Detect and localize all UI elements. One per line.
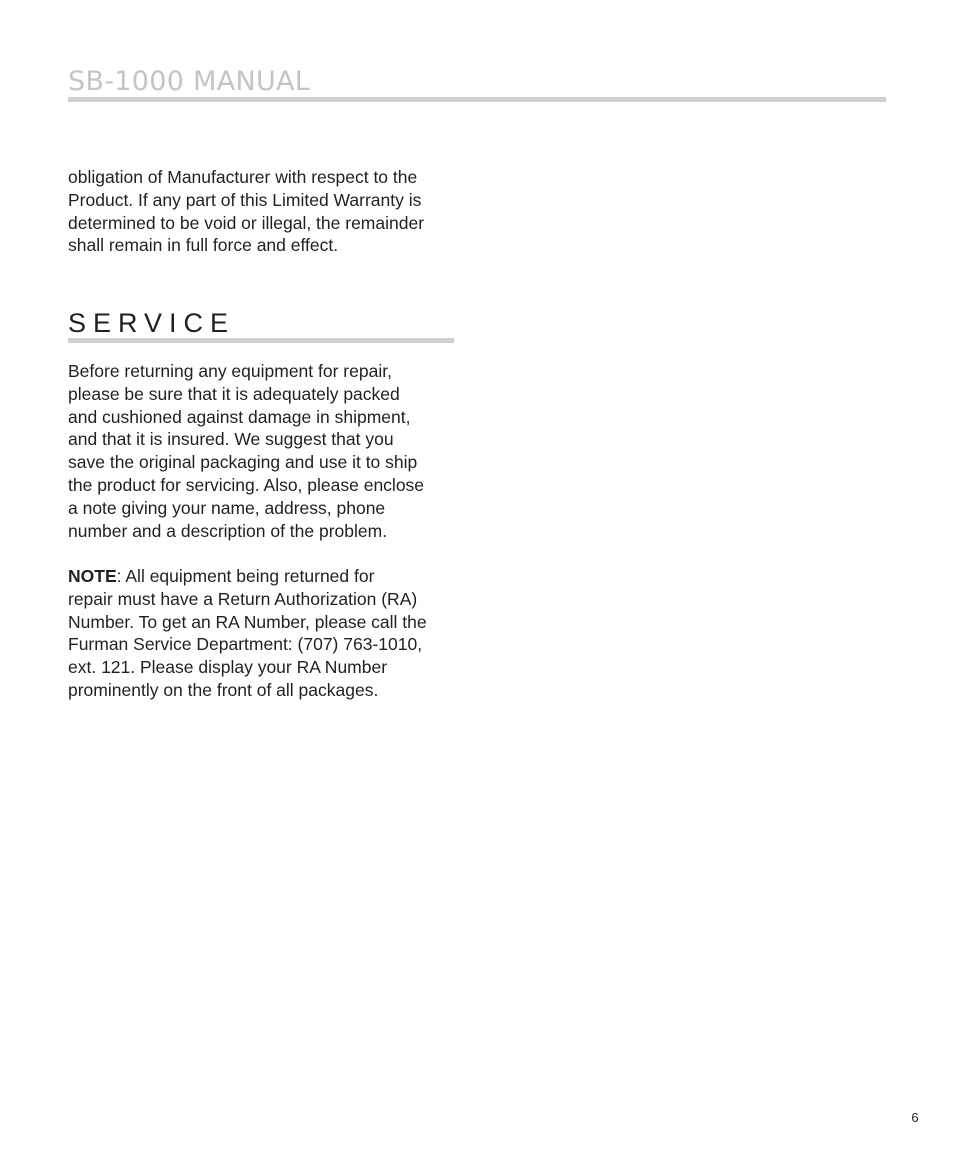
header-divider: [68, 97, 886, 102]
paragraph-line: [68, 565, 468, 588]
paragraph-line: shall remain in full force and effect.: [68, 235, 339, 256]
paragraph-line: obligation of Manufacturer with respect to the: [68, 167, 418, 187]
paragraph-line: Furman Service Department: (707) 763-1010,: [68, 634, 423, 655]
paragraph-line: repair must have a Return Authorization (RA): [68, 588, 418, 609]
section-divider: [68, 338, 454, 343]
note-text: : All equipment being returned for: [116, 566, 375, 586]
paragraph-line: and cushioned against damage in shipment,: [68, 406, 411, 427]
paragraph-line: and that it is insured. We suggest that you: [68, 429, 394, 450]
paragraph-line: ext. 121. Please display your RA Number: [68, 657, 388, 678]
service-paragraph: [68, 360, 468, 542]
service-section-heading: SERVICE: [68, 308, 236, 338]
paragraph-line: please be sure that it is adequately packed: [68, 383, 400, 404]
paragraph-line: save the original packaging and use it to ship: [68, 452, 418, 473]
paragraph-line: determined to be void or illegal, the remainder: [68, 212, 425, 233]
paragraph-line: a note giving your name, address, phone: [68, 497, 386, 518]
paragraph-line: prominently on the front of all packages.: [68, 679, 379, 700]
warranty-continuation-paragraph: [68, 166, 468, 257]
paragraph-line: Before returning any equipment for repair,: [68, 361, 392, 381]
paragraph-line: Number. To get an RA Number, please call the: [68, 611, 427, 632]
page-number: 6: [911, 1110, 919, 1125]
manual-header-title: SB-1000 MANUAL: [68, 66, 311, 97]
note-paragraph: [68, 565, 468, 702]
paragraph-line: number and a description of the problem.: [68, 520, 388, 541]
paragraph-line: Product. If any part of this Limited Warranty is: [68, 189, 422, 210]
note-label: NOTE: [68, 566, 117, 586]
paragraph-line: the product for servicing. Also, please enclose: [68, 474, 425, 495]
